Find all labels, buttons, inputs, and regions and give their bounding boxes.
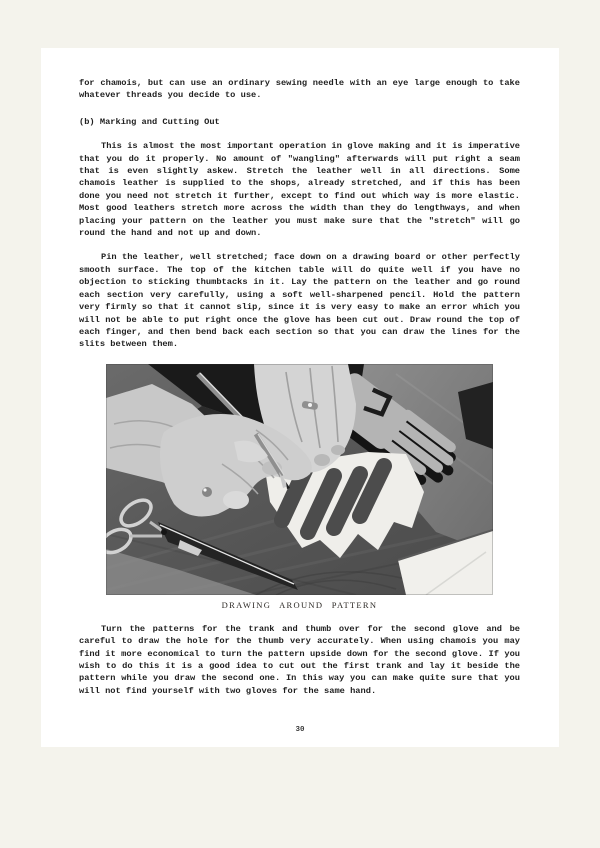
- page-number: 30: [295, 726, 305, 734]
- book-page: [41, 48, 559, 747]
- page-content: [41, 48, 559, 697]
- paragraph-continuation: for chamois, but can use an ordinary sewing needle with an eye large enough to take whatever threads you decide to use.: [79, 78, 520, 101]
- paragraph-1: This is almost the most important operation in glove making and it is imperative that you do it properly. No amount of "wangling" afterwards will put right a seam that is even slightly askew. Stretch the leather well in all directions. Some chamois leather is supplied to the shops, already stretched, and if this has been done you need not stretch it further, except to find out which way is more elastic. Most good leathers stretch more across the width than they do lengthways, and when placing your pattern on the leather you must make sure that the "stretch" will go round the hand and not up and down.: [79, 141, 520, 239]
- paragraph-2: Pin the leather, well stretched; face down on a drawing board or other perfectly smooth surface. The top of the kitchen table will do quite well if you have no objection to sticking thumbtacks in it. Lay the pattern on the leather and go round each section very carefully, using a soft well-sharpened pencil. Hold the pattern very firmly so that it cannot slip, since it is very easy to make an error which you will not be able to put right once the glove has been cut out. Draw round the top of each finger, and then bend back each section so that you can draw the lines for the slits between them.: [79, 252, 520, 350]
- figure-drawing-around-pattern: [106, 364, 493, 610]
- paragraph-3: Turn the patterns for the trank and thumb over for the second glove and be careful to draw the hole for the thumb very accurately. When using chamois you may find it more economical to turn the pattern upside down for the second glove. If you wish to do this it is a good idea to cut out the first trank and lay it beside the pattern while you draw the second one. In this way you can make quite sure that you will not find yourself with two gloves for the same hand.: [79, 623, 520, 696]
- figure-caption: DRAWING AROUND PATTERN: [221, 599, 378, 610]
- section-heading: (b) Marking and Cutting Out: [79, 116, 220, 127]
- glove-pattern-photo-illustration: [106, 364, 493, 595]
